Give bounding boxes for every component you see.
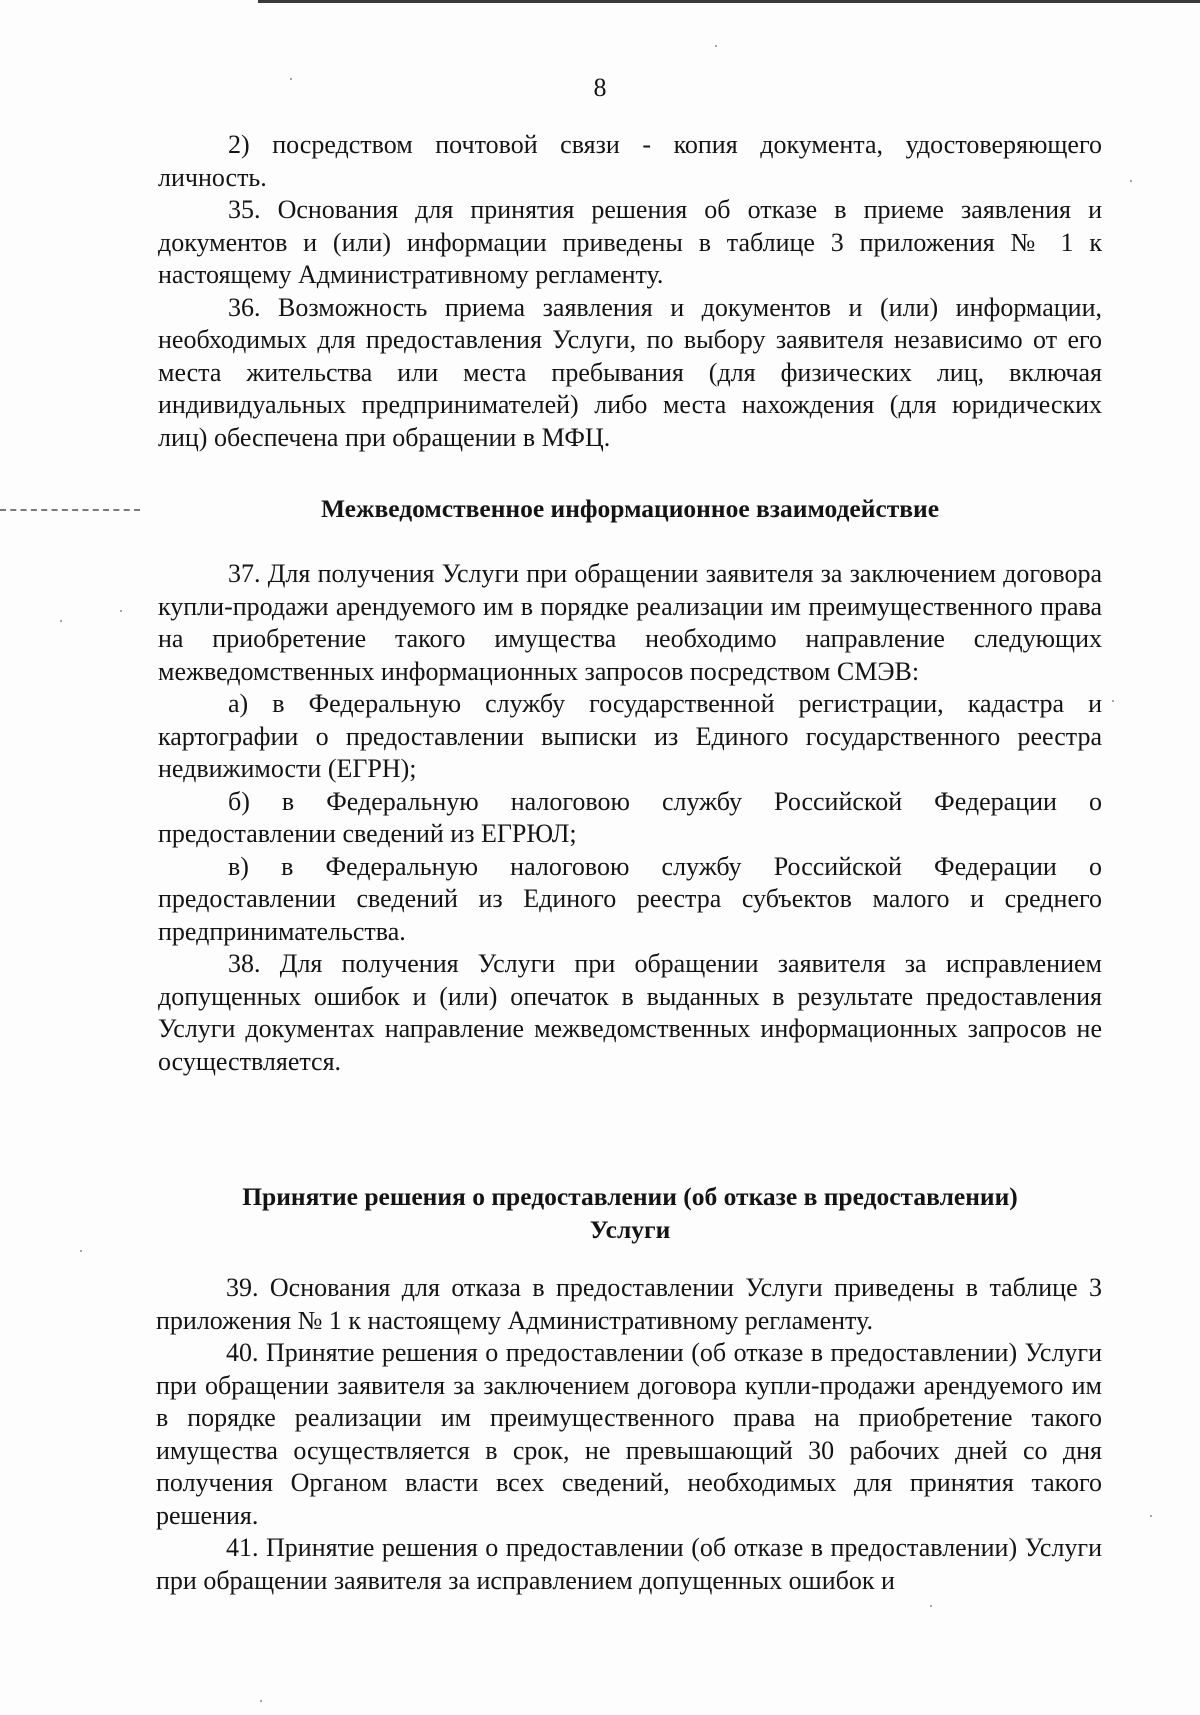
paragraph-41: 41. Принятие решения о предоставлении (об отказе в предоставлении) Услуги при обращении заявителя за исправлением допущенных ошибок и [156,1533,1102,1595]
scan-speck [290,78,292,80]
scan-speck [260,1700,262,1702]
paragraph-37-a: а) в Федеральную службу государственной регистрации, кадастра и картографии о предоставлении выписки из Единого государственного реестра недвижимости (ЕГРН); [158,689,1102,783]
scan-speck [930,1605,932,1607]
paragraph-37: 37. Для получения Услуги при обращении заявителя за заключением договора купли-продажи арендуемого им в порядке реализации им преимущественного права на приобретение такого имущества необходимо направление следующих межведомственных информационных запросов посредством СМЭВ: [158,559,1102,686]
section-heading-decision-line2: Услуги [589,1215,671,1244]
decision-section [150,1180,1110,1246]
decision-text-block [156,1272,1102,1597]
paragraph-39: 39. Основания для отказа в предоставлении Услуги приведены в таблице 3 приложения № 1 к настоящему Административному регламенту. [156,1273,1102,1335]
scan-speck [60,620,62,622]
scan-speck [1150,1515,1152,1517]
paragraph-38: 38. Для получения Услуги при обращении заявителя за исправлением допущенных ошибок и (или) опечаток в выданных в результате предоставления Услуги документах направление межведомственных информационных запросов не осуществляется. [158,949,1102,1076]
page-number: 8 [593,73,607,102]
interagency-text-block [158,558,1102,1078]
margin-dashed-mark [0,509,140,511]
section-heading-interagency: Межведомственное информационное взаимодействие [320,494,940,523]
interagency-section [158,492,1102,525]
paragraph-40: 40. Принятие решения о предоставлении (об отказе в предоставлении) Услуги при обращении заявителя за заключением договора купли-продажи арендуемого им в порядке реализации им преимущественного права на приобретение такого имущества осуществляется в срок, не превышающий 30 рабочих дней со дня получения Органом власти всех сведений, необходимых для принятия такого решения. [156,1338,1102,1530]
scan-speck [715,45,717,47]
scan-speck [120,610,122,612]
paragraph-37-b: б) в Федеральную налоговою службу Российской Федерации о предоставлении сведений из ЕГРЮЛ; [158,786,1102,848]
section-heading-decision-line1: Принятие решения о предоставлении (об отказе в предоставлении) [242,1182,1018,1211]
top-border-line [258,0,1200,3]
scan-speck [1112,700,1114,702]
paragraph-36: 36. Возможность приема заявления и документов и (или) информации, необходимых для предоставления Услуги, по выбору заявителя независимо от его места жительства или места пребывания (для физических лиц, включая индивидуальных предпринимателей) либо места нахождения (для юридических лиц) обеспечена при обращении в МФЦ. [158,292,1102,452]
intro-text-block [158,129,1102,454]
paragraph-35: 35. Основания для принятия решения об отказе в приеме заявления и документов и (или) информации приведены в таблице 3 приложения № 1 к настоящему Административному регламенту. [158,195,1102,289]
paragraph-item-2: 2) посредством почтовой связи - копия документа, удостоверяющего личность. [158,130,1102,192]
paragraph-37-v: в) в Федеральную налоговою службу Российской Федерации о предоставлении сведений из Единого реестра субъектов малого и среднего предпринимательства. [158,851,1102,946]
scan-speck [80,1250,82,1252]
scan-speck [1130,180,1132,182]
